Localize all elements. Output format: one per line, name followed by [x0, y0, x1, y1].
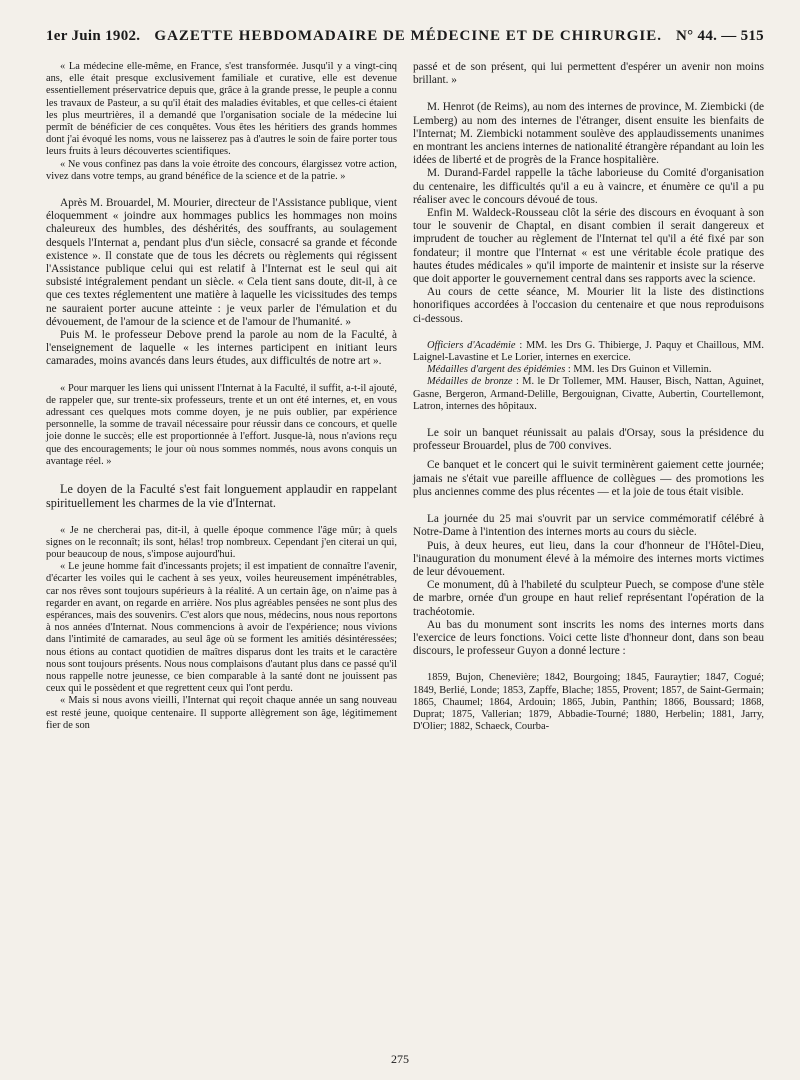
paragraph: Enfin M. Waldeck-Rousseau clôt la série des discours en évoquant à son tour le souvenir de Chaptal, en disant combien il serait dangereux et imprudent de toucher au règlement de l'Internat tel qu'il a été fixé par son fondateur; il montre que l'Internat « est une véritable école pratique des hautes études médicales » qu'il importe de maintenir et insiste sur la réserve que doit apporter le gouvernement central dans ses rapports avec la science. [413, 207, 764, 286]
paragraph: Le soir un banquet réunissait au palais d'Orsay, sous la présidence du professeur Brouardel, plus de 700 convives. [413, 427, 764, 453]
honors-academie [413, 340, 764, 364]
paragraph: Puis M. le professeur Debove prend la parole au nom de la Faculté, à l'enseignement de laquelle « les internes participent en initiant leurs camarades, moins avancés dans leurs études, aux difficultés de notre art ». [46, 329, 397, 368]
honors-text: : M. le Dr Tollemer, MM. Hauser, Bisch, Nattan, Aguinet, Gasne, Bergeron, Armand-Delille, Bergouignan, Civatte, Aubertin, Courtellemont, Latron, internes des hôpitaux. [413, 376, 764, 412]
paragraph: passé et de son présent, qui lui permettent d'espérer un avenir non moins brillant. » [413, 61, 764, 87]
honors-text: : MM. les Drs Guinon et Villemin. [565, 364, 712, 376]
paragraph: Ce banquet et le concert qui le suivit terminèrent gaiement cette journée; jamais ne s'était vue pareille affluence de collègues — des promotions les plus anciennes comme des plus récentes — et la joie de tous était visible. [413, 459, 764, 498]
honors-label: Officiers d'Académie [427, 339, 516, 351]
header-issue-number: N° 44. — 515 [676, 28, 764, 44]
paragraph: Au bas du monument sont inscrits les noms des internes morts dans l'exercice de leurs fonctions. Voici cette liste d'honneur dont, dans son beau discours, le professeur Guyon a donné lecture : [413, 618, 764, 658]
header-date: 1er Juin 1902. [46, 28, 141, 44]
paragraph: Après M. Brouardel, M. Mourier, directeur de l'Assistance publique, vient éloquemment « joindre aux hommages publics les hommages non moins chaleureux des humbles, des déshérités, des souffrants, au soulagement desquels l'Internat a, pendant plus d'un siècle, consacré sa grande et féconde existence ». Il constate que de tous les décrets ou règlements qui régissent l'Assistance publique celui qui est relatif à l'Internat est le seul qui ait subsisté intégralement pendant un siècle. « Cela tient sans doute, dit-il, à ce que ces textes réglementent une matière à laquelle les vicissitudes des temps ne sauraient porter aucune atteinte : je veux parler de l'émulation et du dévouement, de l'amour de la science et de l'amour de l'humanité. » [46, 197, 397, 328]
honors-epidemies [413, 364, 764, 376]
header-journal-title: GAZETTE HEBDOMADAIRE DE MÉDECINE ET DE CHIRURGIE. [154, 28, 662, 44]
text-columns [46, 61, 764, 733]
paragraph: M. Henrot (de Reims), au nom des internes de province, M. Ziembicki (de Lemberg) au nom des internes de l'étranger, disent ensuite les bienfaits de l'Internat; M. Ziembicki notamment soulève des applaudissements unanimes en montrant les anciens internes de nationalité étrangère répandant au loin les idées de liberté et de progrès de la France hospitalière. [413, 101, 764, 167]
paragraph: Puis, à deux heures, eut lieu, dans la cour d'honneur de l'Hôtel-Dieu, l'inauguration du monument élevé à la mémoire des internes morts victimes de leur dévouement. [413, 539, 764, 578]
honors-text: : MM. les Drs G. Thibierge, J. Paquy et Chaillous, MM. Laignel-Lavastine et Le Lorier, internes en exercice. [413, 339, 764, 364]
paragraph: « La médecine elle-même, en France, s'est transformée. Jusqu'il y a vingt-cinq ans, elle était presque exclusivement familiale et curative, elle est devenue essentiellement préservatrice depuis que, grâce à la grande presse, le peuple a connu les travaux de Pasteur, a su qu'il était des maladies évitables, et que celles-ci étaient les plus meurtrières, il a demandé que l'organisation sociale de la médecine lui permît de bénéficier de ces conquêtes. Vous êtes les héritiers des grands hommes dont j'ai évoqué les noms, vous ne laisserez pas à d'autres le soin de faire porter tous leurs fruits à leurs découvertes scientifiques. [46, 61, 397, 158]
page-number: 275 [391, 1052, 409, 1066]
honors-label: Médailles d'argent des épidémies [427, 364, 566, 376]
paragraph: Le doyen de la Faculté s'est fait longuement applaudir en rappelant spirituellement les charmes de la vie d'Internat. [46, 482, 397, 511]
paragraph: Au cours de cette séance, M. Mourier lit la liste des distinctions honorifiques accordées à l'occasion du centenaire et que nous reproduisons ci-dessous. [413, 286, 764, 325]
honors-bronze [413, 376, 764, 413]
paragraph: La journée du 25 mai s'ouvrit par un service commémoratif célébré à Notre-Dame à l'intention des internes morts au cours du siècle. [413, 513, 764, 539]
paragraph: « Mais si nous avons vieilli, l'Internat qui reçoit chaque année un sang nouveau est resté jeune, quoique centenaire. Il supporte allègrement son âge, légitimement fier de son [46, 695, 397, 731]
running-header [46, 28, 764, 51]
left-column [46, 61, 397, 733]
paragraph: M. Durand-Fardel rappelle la tâche laborieuse du Comité d'organisation du centenaire, les difficultés qu'il a eu à vaincre, et énumère ce qu'il a pu réaliser avec le concours dévoué de tous. [413, 167, 764, 206]
honors-label: Médailles de bronze [427, 376, 513, 388]
memorial-names-list: 1859, Bujon, Chenevière; 1842, Bourgoing; 1845, Fauraytier; 1847, Cogué; 1849, Berlié, Londe; 1853, Zapffe, Blache; 1855, Provent; 1857, de Saint-Germain; 1865, Chaumel; 1864, Ardouin; 1865, Jubin, Panthin; 1866, Boussard; 1868, Duprat; 1875, Vallerian; 1879, Abbadie-Tourné; 1880, Herbelin; 1881, Jarry, D'Olier; 1882, Schaeck, Courba- [413, 672, 764, 733]
paragraph: « Pour marquer les liens qui unissent l'Internat à la Faculté, il suffit, a-t-il ajouté, de rappeler que, sur trente-six professeurs, trente et un ont été internes, et, en vous adressant ces quelques mots comme doyen, je ne puis oublier, par expérience personnelle, la somme de travail nécessaire pour réussir dans ce concours, et quelle joie donne le succès; elle est proportionnée à l'effort. Jusque-là, nous n'avions reçu que des encouragements; le jour où nous sommes nommés, nous avons conquis un avantage réel. » [46, 382, 397, 467]
paragraph: « Le jeune homme fait d'incessants projets; il est impatient de connaître l'avenir, d'écarter les voiles qui le cachent à ses yeux, voiles heureusement impénétrables, car nos rêves sont toujours supérieurs à la réalité. A un certain âge, on n'aime pas à regarder en avant, on regarde en arrière. Nos plus agréables pensées ne sont plus des espérances, mais des souvenirs. C'est alors que nous, médecins, nous nous reportons à nos années d'Internat. Nous commencions à avoir de l'expérience; nous vivions dans l'intimité de camarades, au seul âge où se forment les amitiés désintéressées; nous étions au contact quotidien de maîtres disparus dont les traits et le caractère nous sont toujours présents. Nous nous complaisons d'autant plus dans ce passé qu'il nous rappelle notre jeunesse, ce bien comparable à la santé dont ne jouissent pas ceux qui le possèdent et que regrettent ceux qui l'ont perdu. [46, 561, 397, 695]
paragraph: Ce monument, dû à l'habileté du sculpteur Puech, se compose d'une stèle de marbre, ornée d'un groupe en haut relief représentant l'opération de la trachéotomie. [413, 579, 764, 618]
paragraph: « Ne vous confinez pas dans la voie étroite des concours, élargissez votre action, vivez dans votre temps, au grand bénéfice de la science et de la patrie. » [46, 158, 397, 182]
paragraph: « Je ne chercherai pas, dit-il, à quelle époque commence l'âge mûr; à quels signes on le reconnaît; ils sont, hélas! trop nombreux. Cependant j'en citerai un qui, pour beaucoup de nous, s'impose aujourd'hui. [46, 524, 397, 560]
right-column [413, 61, 764, 733]
